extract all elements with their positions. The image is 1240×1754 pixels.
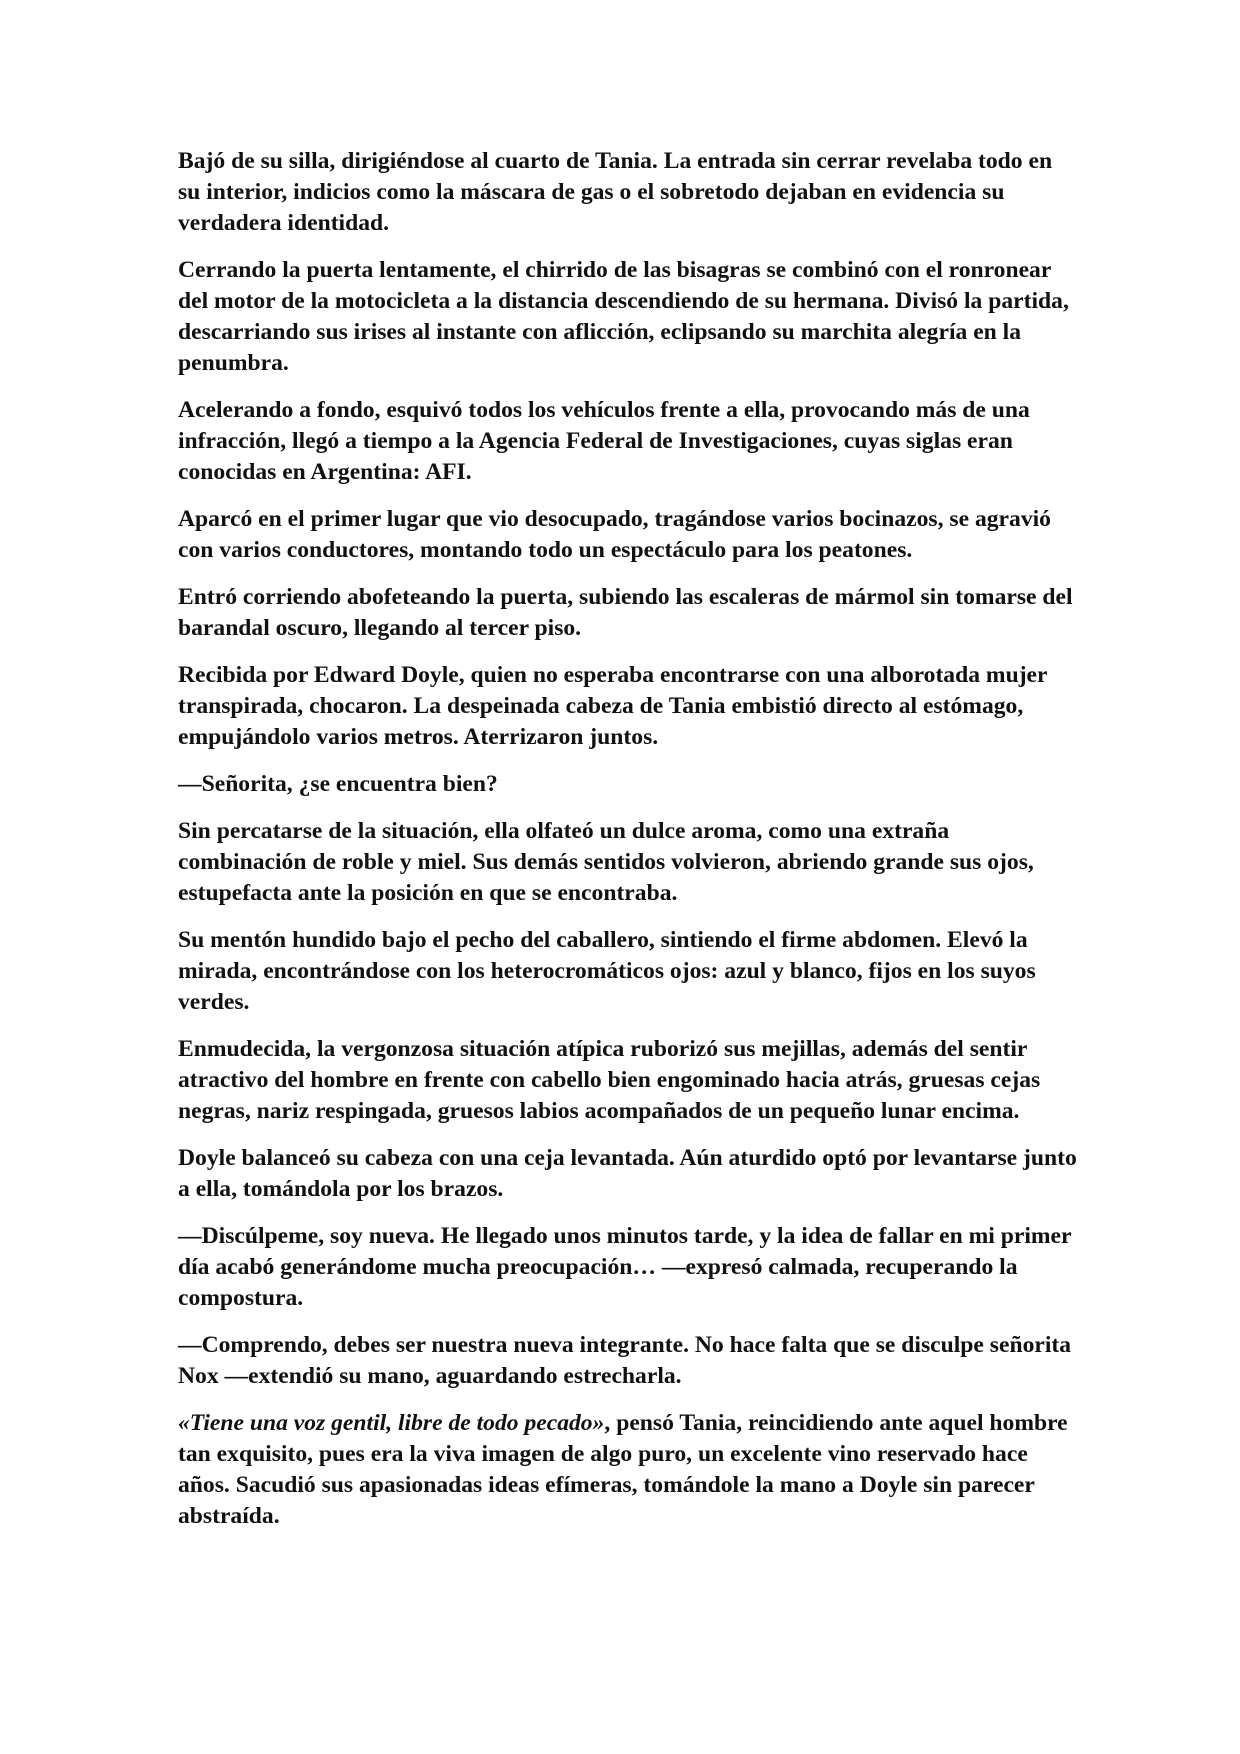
paragraph-3: Acelerando a fondo, esquivó todos los vehículos frente a ella, provocando más de una infracción, llegó a tiempo a la Agencia Federal de Investigaciones, cuyas siglas eran conocidas en Argentina: AFI. — [178, 397, 1030, 485]
body-text — [178, 146, 1078, 1548]
paragraph-7: —Señorita, ¿se encuentra bien? — [178, 771, 498, 797]
paragraph-1: Bajó de su silla, dirigiéndose al cuarto de Tania. La entrada sin cerrar revelaba todo en su interior, indicios como la máscara de gas o el sobretodo dejaban en evidencia su verdadera identidad. — [178, 148, 1053, 236]
paragraph-8: Sin percatarse de la situación, ella olfateó un dulce aroma, como una extraña combinación de roble y miel. Sus demás sentidos volvieron, abriendo grande sus ojos, estupefacta ante la posición en que se encontraba. — [178, 818, 1034, 906]
paragraph-10: Enmudecida, la vergonzosa situación atípica ruborizó sus mejillas, además del sentir atractivo del hombre en frente con cabello bien engominado hacia atrás, gruesas cejas negras, nariz respingada, gruesos labios acompañados de un pequeño lunar encima. — [178, 1036, 1041, 1124]
paragraph-14 — [178, 1408, 1078, 1532]
paragraph-13: —Comprendo, debes ser nuestra nueva integrante. No hace falta que se disculpe señorita Nox —extendió su mano, aguardando estrecharla. — [178, 1332, 1072, 1389]
paragraph-4: Aparcó en el primer lugar que vio desocupado, tragándose varios bocinazos, se agravió con varios conductores, montando todo un espectáculo para los peatones. — [178, 506, 1051, 563]
paragraph-12: —Discúlpeme, soy nueva. He llegado unos minutos tarde, y la idea de fallar en mi primer día acabó generándome mucha preocupación… —expresó calmada, recuperando la compostura. — [178, 1223, 1072, 1311]
paragraph-2: Cerrando la puerta lentamente, el chirrido de las bisagras se combinó con el ronronear del motor de la motocicleta a la distancia descendiendo de su hermana. Divisó la partida, descarriando sus irises al instante con aflicción, eclipsando su marchita alegría en la penumbra. — [178, 257, 1069, 376]
paragraph-9: Su mentón hundido bajo el pecho del caballero, sintiendo el firme abdomen. Elevó la mirada, encontrándose con los heterocromáticos ojos: azul y blanco, fijos en los suyos verdes. — [178, 927, 1036, 1015]
paragraph-11: Doyle balanceó su cabeza con una ceja levantada. Aún aturdido optó por levantarse junto a ella, tomándola por los brazos. — [178, 1145, 1077, 1202]
italic-quote: «Tiene una voz gentil, libre de todo pecado» — [178, 1410, 605, 1436]
paragraph-14-text: , pensó Tania, reincidiendo ante aquel hombre tan exquisito, pues era la viva imagen de algo puro, un excelente vino reservado hace años. Sacudió sus apasionadas ideas efímeras, tomándole la mano a Doyle sin parecer abstraída. — [178, 1410, 1068, 1529]
paragraph-5: Entró corriendo abofeteando la puerta, subiendo las escaleras de mármol sin tomarse del barandal oscuro, llegando al tercer piso. — [178, 584, 1073, 641]
paragraph-6: Recibida por Edward Doyle, quien no esperaba encontrarse con una alborotada mujer transpirada, chocaron. La despeinada cabeza de Tania embistió directo al estómago, empujándolo varios metros. Aterrizaron juntos. — [178, 662, 1048, 750]
